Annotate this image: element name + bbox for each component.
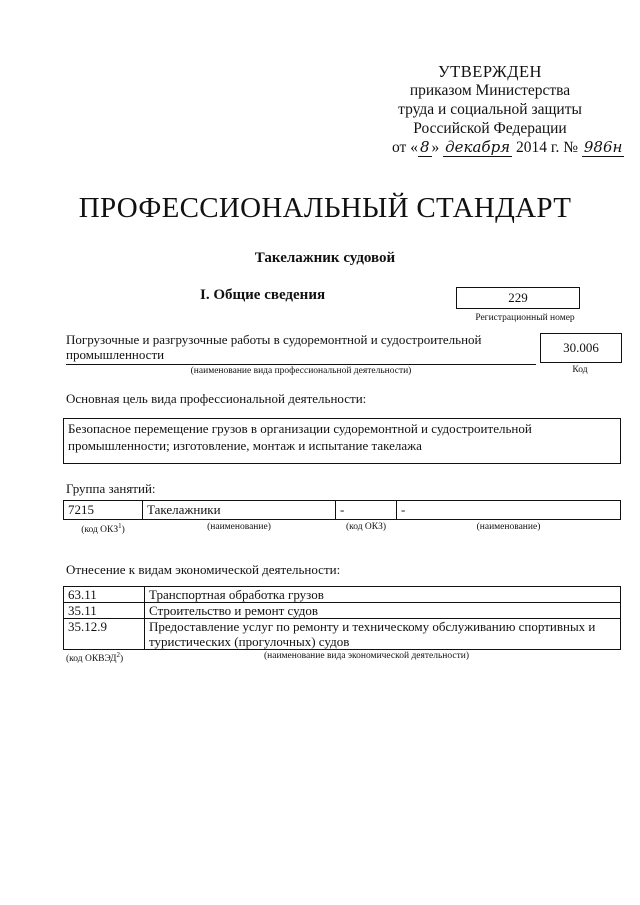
table-row [64, 603, 621, 619]
okved-code: 35.12.9 [64, 619, 145, 650]
okved-name: Транспортная обработка грузов [145, 587, 621, 603]
registration-caption: Регистрационный номер [475, 313, 575, 323]
approval-heading: УТВЕРЖДЕН [438, 62, 542, 81]
activity-code-box: 30.006 [540, 333, 622, 363]
date-mid: » [431, 139, 440, 156]
handwritten-month: декабря [445, 138, 511, 156]
occupation-group-label: Группа занятий: [66, 481, 156, 496]
okz-code-caption-2: (код ОКЗ) [345, 522, 387, 532]
activity-caption: (наименование вида профессиональной деятельности) [190, 366, 412, 376]
table-row [64, 619, 621, 650]
document-title: ПРОФЕССИОНАЛЬНЫЙ СТАНДАРТ [78, 192, 572, 224]
okved-table [63, 586, 621, 650]
okz-name-caption: (наименование) [207, 522, 271, 532]
economic-activity-label: Отнесение к видам экономической деятельности: [66, 562, 341, 577]
activity-code-caption: Код [572, 365, 588, 375]
okz-name-cell-2: - [396, 500, 621, 520]
handwritten-day: 8 [419, 138, 430, 156]
okved-name: Строительство и ремонт судов [145, 603, 621, 619]
approval-line-3: труда и социальной защиты [398, 101, 582, 118]
okved-code-caption: (код ОКВЭД$^2$) [66, 651, 124, 665]
okved-code: 63.11 [64, 587, 145, 603]
okz-code-cell: 7215 [63, 500, 143, 520]
approval-block [360, 62, 623, 157]
approval-line-4: Российской Федерации [413, 120, 567, 137]
okz-code-caption: (код ОКЗ$^1$) [81, 522, 125, 536]
date-prefix: от « [392, 139, 418, 156]
okz-code-cell-2: - [335, 500, 397, 520]
okz-name-caption-2: (наименование) [476, 522, 541, 532]
year-and-no: 2014 г. № [515, 139, 579, 156]
section-title: I. Общие сведения [200, 287, 326, 303]
approval-line-2: приказом Министерства [409, 82, 571, 99]
approval-order-line [392, 138, 623, 157]
table-row [64, 587, 621, 603]
handwritten-order-number: 986н [583, 138, 623, 156]
goal-label: Основная цель вида профессиональной деятельности: [66, 391, 367, 406]
okved-name-caption: (наименование вида экономической деятельности) [264, 651, 469, 661]
okz-name-cell: Такелажники [142, 500, 336, 520]
activity-name: Погрузочные и разгрузочные работы в судоремонтной и судостроительной промышленности [66, 332, 482, 362]
profession-title: Такелажник судовой [254, 250, 396, 266]
okved-code: 35.11 [64, 603, 145, 619]
goal-text-box: Безопасное перемещение грузов в организации судоремонтной и судостроительной промышленности; изготовление, монтаж и испытание такелажа [63, 418, 621, 464]
activity-underline [66, 364, 536, 365]
registration-number-box: 229 [456, 287, 580, 309]
okved-name: Предоставление услуг по ремонту и техническому обслуживанию спортивных и туристических (прогулочных) судов [145, 619, 621, 650]
